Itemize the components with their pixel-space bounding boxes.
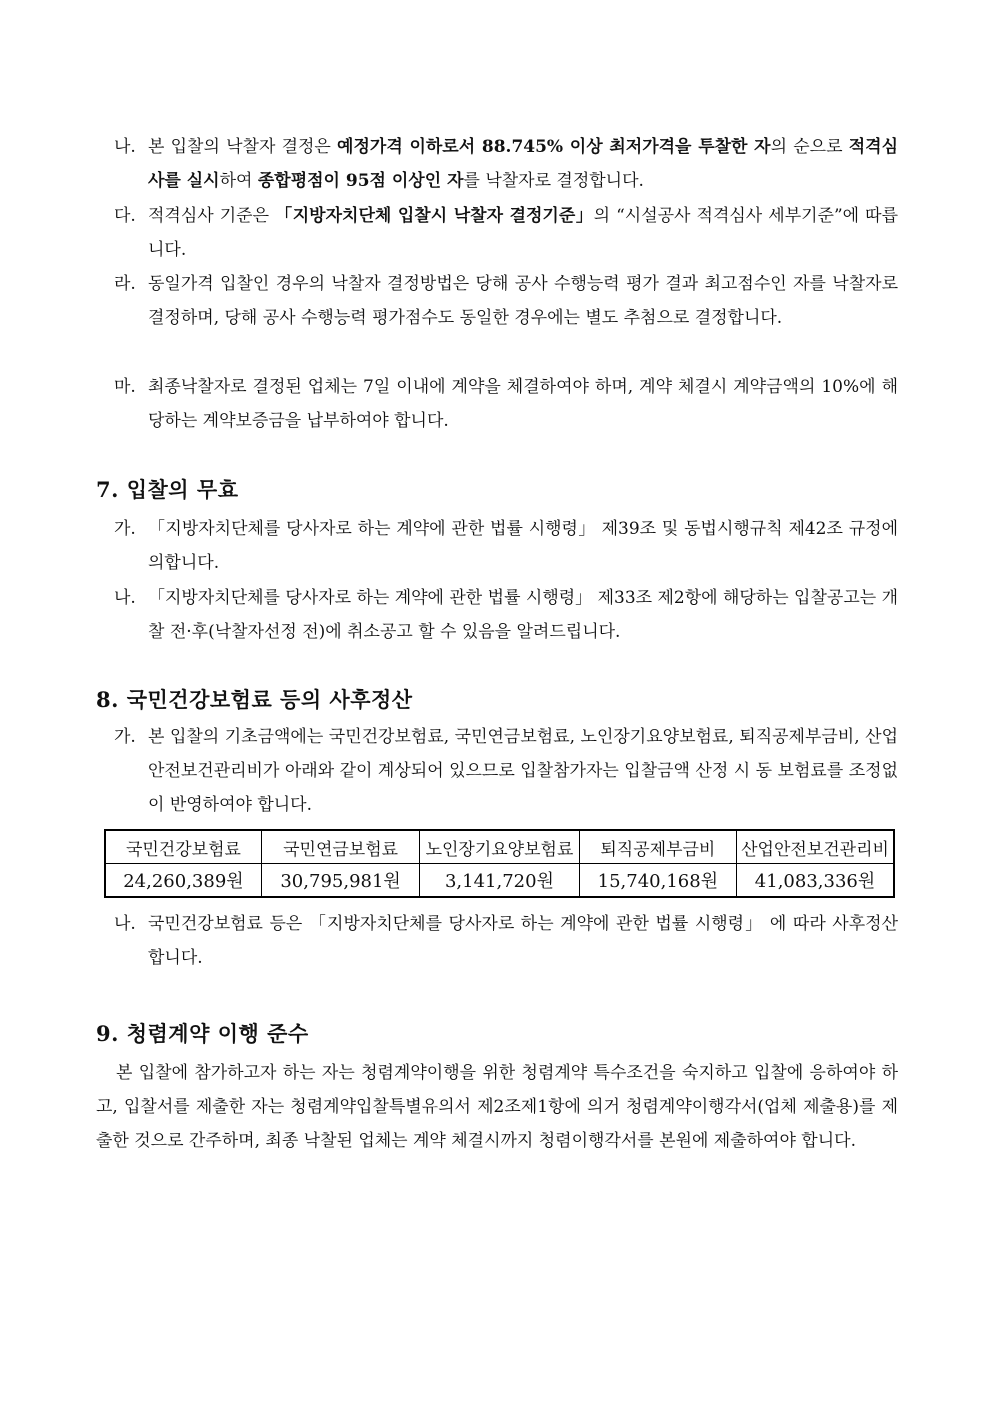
table-header-cell: 산업안전보건관리비 [737, 830, 894, 864]
sec7-item-na [114, 581, 898, 649]
insurance-table [104, 829, 895, 898]
item-marker: 마. [114, 377, 136, 397]
table-header-cell: 국민연금보험료 [261, 830, 419, 864]
item-text: 「지방자치단체를 당사자로 하는 계약에 관한 법률 시행령」 제33조 제2항에 해당하는 입찰공고는 개찰 전·후(낙찰자선정 전)에 취소공고 할 수 있음을 알려드립니다. [148, 588, 898, 642]
table-header-cell: 퇴직공제부금비 [579, 830, 736, 864]
bold-run: 종합평점이 95점 이상인 자 [257, 171, 464, 191]
text-run: 를 낙찰자로 결정합니다. [463, 171, 644, 191]
item-marker: 나. [114, 588, 136, 608]
sec9-body: 본 입찰에 참가하고자 하는 자는 청렴계약이행을 위한 청렴계약 특수조건을 숙지하고 입찰에 응하여야 하고, 입찰서를 제출한 자는 청렴계약입찰특별유의서 제2조제1항에 의거 청렴계약이행각서(업체 제출용)를 제출한 것으로 간주하며, 최종 낙찰된 업체는 계약 체결시까지 청렴이행각서를 본원에 제출하여야 합니다. [96, 1063, 898, 1151]
item-text: 본 입찰의 기초금액에는 국민건강보험료, 국민연금보험료, 노인장기요양보험료, 퇴직공제부금비, 산업안전보건관리비가 아래와 같이 계상되어 있으므로 입찰참가자는 입찰금액 산정 시 동 보험료를 조정없이 반영하여야 합니다. [148, 727, 898, 815]
item-marker: 가. [114, 519, 136, 539]
table-cell: 24,260,389원 [105, 864, 261, 898]
sec8-item-na [114, 907, 898, 975]
text-run: 하여 [219, 171, 258, 191]
sec6-item-ma [114, 370, 898, 438]
item-marker: 라. [114, 274, 136, 294]
sec6-item-ra [114, 267, 898, 335]
table-cell: 3,141,720원 [420, 864, 579, 898]
text-run: 의 순으로 [770, 137, 849, 157]
item-text [114, 199, 898, 267]
item-text [114, 130, 898, 198]
text-run: 적격심사 기준은 [148, 206, 276, 226]
sec8-item-ga [114, 720, 898, 822]
item-text: 「지방자치단체를 당사자로 하는 계약에 관한 법률 시행령」 제39조 및 동법시행규칙 제42조 규정에 의합니다. [148, 519, 898, 573]
sec6-item-na [114, 130, 898, 198]
bold-run: 「지방자치단체 입찰시 낙찰자 결정기준」 [275, 206, 594, 226]
bold-run: 적격심사를 실시 [148, 137, 898, 191]
item-marker: 다. [114, 206, 136, 226]
sec7-item-ga [114, 512, 898, 580]
text-run: 의 “시설공사 적격심사 세부기준”에 따릅니다. [148, 206, 898, 260]
item-text: 국민건강보험료 등은 「지방자치단체를 당사자로 하는 계약에 관한 법률 시행령」 에 따라 사후정산 합니다. [148, 914, 898, 968]
table-header-row [105, 830, 894, 864]
item-marker: 가. [114, 727, 136, 747]
section-heading-7: 7. 입찰의 무효 [96, 477, 239, 502]
section-heading-9: 9. 청렴계약 이행 준수 [96, 1021, 309, 1046]
item-text: 최종낙찰자로 결정된 업체는 7일 이내에 계약을 체결하여야 하며, 계약 체결시 계약금액의 10%에 해당하는 계약보증금을 납부하여야 합니다. [148, 377, 898, 431]
table-cell: 41,083,336원 [737, 864, 894, 898]
table-cell: 15,740,168원 [579, 864, 736, 898]
section-heading-8: 8. 국민건강보험료 등의 사후정산 [96, 687, 413, 712]
sec6-item-da [114, 199, 898, 267]
table-cell: 30,795,981원 [261, 864, 419, 898]
table-row [105, 864, 894, 898]
bold-run: 예정가격 이하로서 88.745% 이상 최저가격을 투찰한 자 [337, 137, 771, 157]
item-text: 동일가격 입찰인 경우의 낙찰자 결정방법은 당해 공사 수행능력 평가 결과 최고점수인 자를 낙찰자로 결정하며, 당해 공사 수행능력 평가점수도 동일한 경우에는 별도 추첨으로 결정합니다. [148, 274, 898, 328]
table-header-cell: 국민건강보험료 [105, 830, 261, 864]
item-marker: 나. [114, 914, 136, 934]
table-header-cell: 노인장기요양보험료 [420, 830, 579, 864]
item-marker: 나. [114, 137, 136, 157]
text-run: 본 입찰의 낙찰자 결정은 [148, 137, 338, 157]
